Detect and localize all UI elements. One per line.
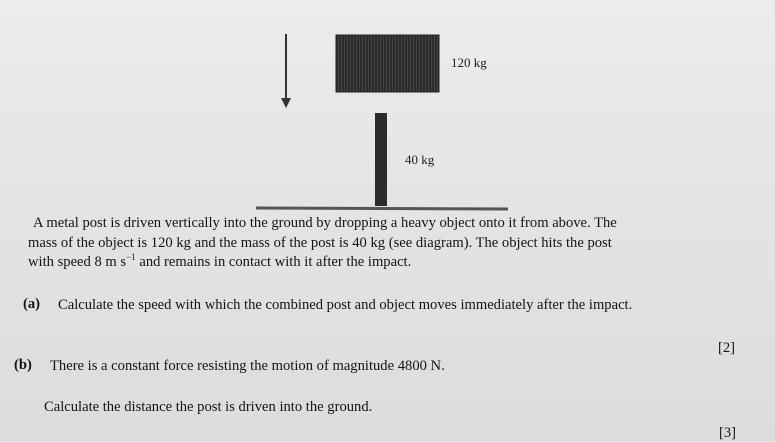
post-mass-label: 40 kg — [405, 152, 435, 167]
intro-line-2: mass of the object is 120 kg and the mass of the post is 40 kg (see diagram). The object hits the post — [28, 234, 612, 251]
intro-line-3-end: and remains in contact with it after the impact. — [135, 254, 412, 270]
heavy-object-block — [336, 35, 439, 92]
question-b-label: (b) — [14, 357, 32, 373]
metal-post — [375, 113, 387, 206]
question-b-subtext: Calculate the distance the post is driven into the ground. — [44, 399, 373, 415]
intro-line-3 — [28, 253, 617, 273]
intro-paragraph — [28, 214, 617, 273]
ground-line — [256, 208, 508, 209]
unit-exponent: −1 — [126, 252, 136, 263]
intro-line-1: A metal post is driven vertically into the ground by dropping a heavy object onto it from above. The — [33, 215, 617, 231]
question-b-marks: [3] — [719, 425, 737, 441]
downward-arrow-icon — [281, 34, 291, 108]
object-mass-label: 120 kg — [451, 55, 487, 70]
question-a-marks: [2] — [718, 340, 736, 356]
question-b-text: There is a constant force resisting the motion of magnitude 4800 N. — [50, 358, 445, 374]
intro-line-3-start: with speed 8 m s — [28, 254, 127, 270]
question-a-text: Calculate the speed with which the combined post and object moves immediately after the impact. — [58, 297, 633, 313]
question-a-label: (a) — [23, 296, 41, 312]
